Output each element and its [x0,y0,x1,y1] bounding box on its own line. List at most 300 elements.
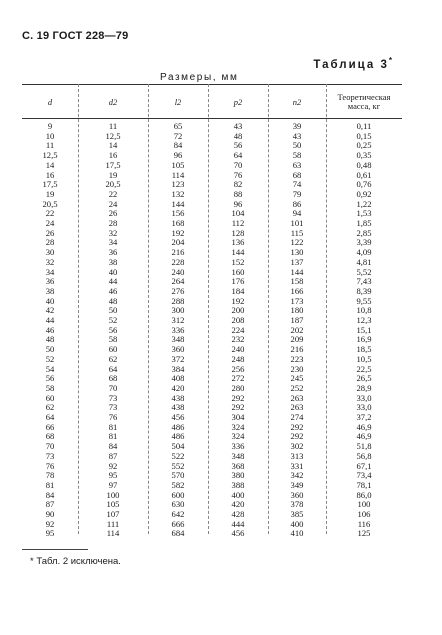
table-cell: 12,5 [105,130,121,141]
table-cell: 20,5 [42,198,58,209]
table-cell: 400 [231,489,245,500]
table-cell: 144 [171,198,185,209]
table-cell: 64 [45,412,55,422]
table-cell: 209 [290,334,304,345]
table-cell: 4,81 [356,256,372,267]
table-cell: 7,43 [356,276,372,287]
table-cell: 300 [171,305,185,316]
table-cell: 456 [171,412,185,422]
table-cell: 276 [171,285,185,296]
table-cell: 92 [108,460,118,471]
table-cell: 16 [108,150,118,161]
table-cell: 180 [290,305,304,316]
table-cell: 73,4 [356,470,372,481]
table-cell: 504 [171,441,185,452]
table-row [22,394,402,403]
table-cell: 380 [231,470,245,481]
table-cell: 122 [290,237,304,248]
table-row [22,248,402,257]
table-cell: 22 [45,208,55,219]
table-cell: 18,5 [356,344,372,355]
table-cell: 272 [231,373,245,384]
table-title-text: Таблица 3 [313,58,389,71]
table-row [22,442,402,451]
table-cell: 158 [290,276,304,287]
table-cell: 5,52 [356,266,372,277]
dimensions-table [22,84,402,539]
table-cell: 552 [171,460,185,471]
table-row [22,151,402,160]
table-cell: 378 [290,499,304,510]
table-cell: 0,76 [356,179,372,190]
table-row [22,209,402,218]
table-cell: 216 [290,344,304,355]
table-cell: 10,8 [356,305,372,316]
table-cell: 73 [108,402,118,413]
table-cell: 32 [108,227,118,238]
table-cell: 39 [292,121,302,131]
table-cell: 582 [171,479,185,490]
table-row [22,423,402,432]
table-cell: 92 [45,518,55,529]
table-cell: 33,0 [356,392,372,403]
table-cell: 50 [292,140,302,151]
table-cell: 288 [171,295,185,306]
table-cell: 68 [45,431,55,442]
table-cell: 16,9 [356,334,372,345]
table-cell: 2,85 [356,227,372,238]
table-cell: 76 [45,460,55,471]
table-cell: 263 [290,402,304,413]
table-cell: 12,3 [356,315,372,325]
table-cell: 64 [108,363,118,374]
column-header-d: d [47,96,53,107]
table-cell: 60 [108,344,118,355]
table-cell: 26 [108,208,118,219]
table-cell: 107 [106,509,120,519]
table-cell: 84 [173,140,183,151]
table-cell: 204 [171,237,185,248]
table-cell: 10,5 [356,353,372,364]
table-row [22,190,402,199]
table-row [22,384,402,393]
table-cell: 410 [290,528,304,539]
table-cell: 70 [45,441,55,452]
table-cell: 96 [173,150,183,161]
table-cell: 63 [292,159,302,170]
table-cell: 136 [231,237,245,248]
table-row [22,132,402,141]
table-cell: 388 [231,479,245,490]
table-cell: 88 [233,188,243,199]
table-cell: 46,9 [356,421,372,432]
table-cell: 9 [47,121,53,131]
table-cell: 86,0 [356,489,372,500]
table-cell: 76 [233,169,243,180]
table-row [22,491,402,500]
table-cell: 144 [231,247,245,258]
table-row [22,432,402,441]
table-row [22,122,402,131]
table-cell: 48 [233,130,243,141]
table-cell: 37,2 [356,412,372,422]
table-cell: 50 [108,305,118,316]
table-row [22,335,402,344]
table-cell: 82 [233,179,243,190]
table-cell: 349 [290,479,304,490]
table-cell: 292 [231,392,245,403]
table-row [22,277,402,286]
table-cell: 34 [45,266,55,277]
table-cell: 26 [45,227,55,238]
table-cell: 36 [45,276,55,287]
table-cell: 0,25 [356,140,372,151]
table-cell: 70 [233,159,243,170]
table-row [22,229,402,238]
table-row [22,355,402,364]
table-cell: 24 [45,218,55,228]
table-cell: 67,1 [356,460,372,471]
table-row [22,268,402,277]
table-cell: 240 [171,266,185,277]
table-cell: 56,8 [356,450,372,461]
table-row [22,345,402,354]
table-cell: 348 [231,450,245,461]
table-cell: 106 [357,509,371,519]
table-cell: 342 [290,470,304,481]
table-cell: 62 [108,353,118,364]
table-cell: 36 [108,247,118,258]
table-cell: 292 [290,431,304,442]
table-cell: 132 [171,188,185,199]
table-cell: 52 [108,315,118,325]
table-cell: 38 [45,285,55,296]
table-cell: 46 [108,285,118,296]
table-header-rule [22,118,402,119]
table-cell: 570 [171,470,185,481]
table-cell: 1,22 [356,198,372,209]
table-cell: 263 [290,392,304,403]
table-cell: 336 [171,324,185,335]
table-cell: 12,5 [42,150,58,161]
table-row [22,180,402,189]
column-header-n2: n2 [292,96,302,107]
table-cell: 360 [290,489,304,500]
table-cell: 56 [108,324,118,335]
table-cell: 28,9 [356,382,372,393]
table-cell: 78,1 [356,479,372,490]
table-row [22,471,402,480]
table-cell: 184 [231,285,245,296]
table-row [22,258,402,267]
table-cell: 280 [231,382,245,393]
table-cell: 73 [108,392,118,403]
table-cell: 438 [171,392,185,403]
table-row [22,374,402,383]
table-cell: 87 [108,450,118,461]
table-cell: 17,5 [42,179,58,190]
table-cell: 19 [45,188,55,199]
table-cell: 166 [290,285,304,296]
table-row [22,306,402,315]
table-cell: 336 [231,441,245,452]
table-cell: 101 [290,218,304,228]
table-cell: 76 [108,412,118,422]
table-cell: 68 [108,373,118,384]
footnote: * Табл. 2 исключена. [30,556,121,567]
table-cell: 245 [290,373,304,384]
table-cell: 312 [171,315,185,325]
table-cell: 0,92 [356,188,372,199]
table-cell: 8,39 [356,285,372,296]
table-cell: 114 [106,528,120,539]
table-cell: 420 [231,499,245,510]
table-cell: 368 [231,460,245,471]
table-cell: 152 [231,256,245,267]
table-cell: 384 [171,363,185,374]
table-cell: 64 [233,150,243,161]
table-cell: 11 [108,121,118,131]
table-cell: 40 [45,295,55,306]
table-cell: 94 [292,208,302,219]
table-cell: 97 [108,479,118,490]
table-cell: 486 [171,431,185,442]
table-cell: 58 [292,150,302,161]
table-cell: 274 [290,412,304,422]
table-cell: 324 [231,421,245,432]
table-cell: 224 [231,324,245,335]
table-cell: 3,39 [356,237,372,248]
table-cell: 105 [106,499,120,510]
table-cell: 46 [45,324,55,335]
table-cell: 84 [45,489,55,500]
table-cell: 630 [171,499,185,510]
table-cell: 223 [290,353,304,364]
page-header: С. 19 ГОСТ 228—79 [22,30,129,42]
table-cell: 292 [290,421,304,432]
table-row [22,500,402,509]
table-cell: 96 [233,198,243,209]
table-cell: 87 [45,499,55,510]
table-cell: 192 [231,295,245,306]
table-row [22,529,402,538]
table-cell: 60 [45,392,55,403]
table-cell: 444 [231,518,245,529]
table-cell: 48 [45,334,55,345]
table-cell: 10 [45,130,55,141]
table-cell: 22,5 [356,363,372,374]
table-cell: 264 [171,276,185,287]
table-cell: 4,09 [356,247,372,258]
table-cell: 324 [231,431,245,442]
table-cell: 372 [171,353,185,364]
table-cell: 522 [171,450,185,461]
table-cell: 56 [233,140,243,151]
table-row [22,238,402,247]
table-cell: 54 [45,363,55,374]
table-cell: 130 [290,247,304,258]
table-cell: 256 [231,363,245,374]
table-row [22,200,402,209]
table-cell: 19 [108,169,118,180]
table-cell: 105 [171,159,185,170]
table-cell: 1,53 [356,208,372,219]
table-cell: 123 [171,179,185,190]
table-cell: 74 [292,179,302,190]
table-row [22,171,402,180]
table-cell: 428 [231,509,245,519]
table-cell: 52 [45,353,55,364]
table-cell: 43 [292,130,302,141]
table-cell: 600 [171,489,185,500]
table-cell: 456 [231,528,245,539]
table-cell: 160 [231,266,245,277]
table-cell: 0,48 [356,159,372,170]
table-cell: 313 [290,450,304,461]
table-cell: 248 [231,353,245,364]
table-cell: 144 [290,266,304,277]
table-cell: 38 [108,256,118,267]
units-caption: Размеры, мм [160,72,239,83]
table-cell: 66 [45,421,55,432]
column-header-p2: p2 [233,96,243,107]
table-cell: 252 [290,382,304,393]
table-cell: 48 [108,295,118,306]
table-cell: 187 [290,315,304,325]
table-cell: 302 [290,441,304,452]
table-cell: 68 [292,169,302,180]
table-cell: 114 [171,169,185,180]
table-cell: 208 [231,315,245,325]
table-cell: 50 [45,344,55,355]
table-cell: 173 [290,295,304,306]
table-cell: 192 [171,227,185,238]
table-cell: 84 [108,441,118,452]
table-cell: 78 [45,470,55,481]
table-top-rule [22,84,402,85]
table-cell: 684 [171,528,185,539]
column-header-mass: Теоретическая масса, кг [337,92,391,111]
table-cell: 42 [45,305,55,316]
table-cell: 72 [173,130,183,141]
table-cell: 26,5 [356,373,372,384]
table-cell: 1,85 [356,218,372,228]
table-cell: 666 [171,518,185,529]
table-cell: 15,1 [356,324,372,335]
table-cell: 116 [357,518,371,529]
table-cell: 228 [171,256,185,267]
table-cell: 70 [108,382,118,393]
table-cell: 32 [45,256,55,267]
table-cell: 202 [290,324,304,335]
table-row [22,219,402,228]
table-cell: 20,5 [105,179,121,190]
table-cell: 232 [231,334,245,345]
table-cell: 100 [106,489,120,500]
table-cell: 137 [290,256,304,267]
table-cell: 304 [231,412,245,422]
table-row [22,520,402,529]
table-row [22,413,402,422]
table-cell: 81 [45,479,55,490]
table-cell: 33,0 [356,402,372,413]
table-cell: 176 [231,276,245,287]
table-title-footnote-mark: * [388,56,392,65]
table-cell: 420 [171,382,185,393]
table-cell: 34 [108,237,118,248]
table-cell: 90 [45,509,55,519]
column-header-d2: d2 [108,96,118,107]
table-cell: 115 [290,227,304,238]
table-cell: 0,61 [356,169,372,180]
table-cell: 95 [108,470,118,481]
table-cell: 44 [45,315,55,325]
table-row [22,316,402,325]
table-cell: 22 [108,188,118,199]
table-cell: 100 [357,499,371,510]
table-cell: 40 [108,266,118,277]
table-cell: 156 [171,208,185,219]
table-cell: 51,8 [356,441,372,452]
table-row [22,403,402,412]
table-cell: 73 [45,450,55,461]
table-cell: 0,15 [356,130,372,141]
table-cell: 28 [45,237,55,248]
table-cell: 30 [45,247,55,258]
table-cell: 46,9 [356,431,372,442]
table-cell: 111 [106,518,120,529]
table-cell: 168 [171,218,185,228]
table-row [22,365,402,374]
table-row [22,462,402,471]
table-row [22,141,402,150]
table-cell: 65 [173,121,183,131]
table-cell: 348 [171,334,185,345]
table-row [22,287,402,296]
table-cell: 0,11 [356,121,372,131]
table-cell: 43 [233,121,243,131]
table-row [22,161,402,170]
table-row [22,297,402,306]
table-cell: 81 [108,431,118,442]
table-cell: 104 [231,208,245,219]
table-cell: 9,55 [356,295,372,306]
table-row [22,452,402,461]
table-cell: 128 [231,227,245,238]
table-cell: 11 [45,140,55,151]
table-cell: 230 [290,363,304,374]
table-cell: 14 [108,140,118,151]
table-cell: 438 [171,402,185,413]
table-cell: 81 [108,421,118,432]
table-cell: 24 [108,198,118,209]
table-cell: 292 [231,402,245,413]
table-row [22,326,402,335]
table-title [313,56,392,71]
footnote-rule [22,549,88,550]
table-cell: 17,5 [105,159,121,170]
table-cell: 28 [108,218,118,228]
table-cell: 112 [231,218,245,228]
table-cell: 58 [108,334,118,345]
table-cell: 642 [171,509,185,519]
table-cell: 331 [290,460,304,471]
table-cell: 58 [45,382,55,393]
column-header-l2: l2 [174,96,182,107]
table-cell: 79 [292,188,302,199]
table-cell: 62 [45,402,55,413]
table-cell: 408 [171,373,185,384]
